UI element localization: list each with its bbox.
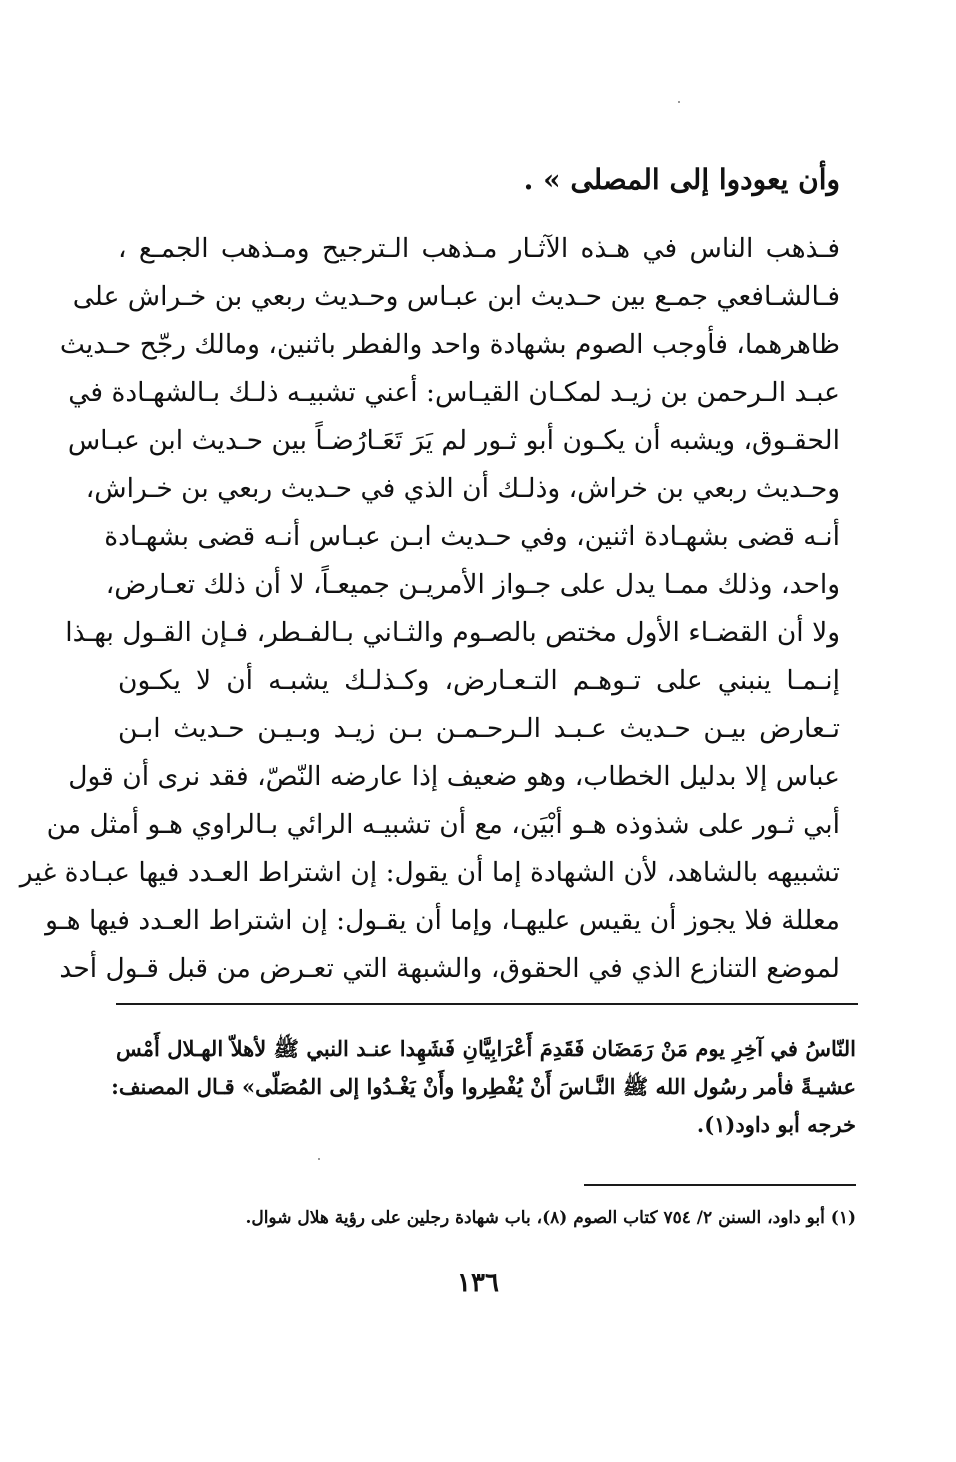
quote-line: خرجه أبو داود(١). xyxy=(696,1112,856,1137)
text-line: فـذهب الناس في هـذه الآثـار مـذهب الـترجيح ومـذهب الجمـع ، xyxy=(118,233,840,264)
text-line: تشبيهه بالشاهد، لأن الشهادة إما أن يقول: إن اشتراط العـدد فيها عبـادة غير xyxy=(19,857,840,888)
text-line: تـعارض بيـن حـديث عـبـد الـرحـمـن بـن زيـد وبـيـن حـديث ابـن xyxy=(118,713,840,744)
footnote-divider xyxy=(584,1184,856,1186)
text-line: الحقـوق، ويشبه أن يكـون أبو ثـور لم يَرَ تَعَـارُضـاً بين حـديث ابن عبـاس xyxy=(67,425,840,456)
text-line: أبي ثـور على شذوذه هـو أبْيَن، مع أن تشبيـه الرائي بـالراوي هـو أمثل من xyxy=(46,809,840,840)
text-line: لموضع التنازع الذي في الحقوق، والشبهة التي تعـرض من قبل قـول أحد xyxy=(59,953,840,984)
scan-speck xyxy=(678,101,680,103)
text-line: إنـمـا ينبني على تـوهـم التـعـارض، وكـذلـك يشبـه أن لا يكـون xyxy=(118,665,840,696)
scan-speck xyxy=(318,1158,320,1160)
main-text xyxy=(19,225,840,993)
text-line: ولا أن القضـاء الأول مختص بالصـوم والثـاني بـالفـطر، فـإن القـول بهـذا xyxy=(65,617,840,648)
text-line: عبـد الـرحمن بن زيـد لمكـان القيـاس: أعني تشبيـه ذلـك بـالشهـادة في xyxy=(68,377,840,408)
text-line: فـالشـافعي جمـع بين حـديث ابن عبـاس وحـديث ربعي بن خـراش على xyxy=(72,281,840,312)
quote-line: عشيـةً فأمر رسُول الله ﷺ النَّـاسَ أَنْ يُفْطِروا وأَنْ يَغْـدُوا إلى المُصَلّى» قـال المصنف: xyxy=(111,1074,856,1099)
continuation-line: وأن يعودوا إلى المصلى » . xyxy=(523,163,840,196)
text-line: أنـه قضى بشهـادة اثنين، وفي حـديث ابـن عبـاس أنـه قضى بشهـادة xyxy=(104,521,840,552)
footnote: (١) أبو داود، السنن ٢/ ٧٥٤ كتاب الصوم (٨)، باب شهادة رجلين على رؤية هلال شوال. xyxy=(245,1208,856,1228)
page-number: ١٣٦ xyxy=(457,1268,499,1298)
text-line: عباس إلا بدليل الخطاب، وهو ضعيف إذا عارضه النّصّ، فقد نرى أن قول xyxy=(68,761,840,792)
text-line: واحد، وذلك ممـا يدل على جـواز الأمريـن جميعـاً، لا أن ذلك تعـارض، xyxy=(105,569,840,600)
text-line: وحـديث ربعي بن خراش، وذلـك أن الذي في حـديث ربعي بن خـراش، xyxy=(85,473,840,504)
text-line: معللة فلا يجوز أن يقيس عليهـا، وإما أن يقـول: إن اشتراط العـدد فيها هـو xyxy=(45,905,840,936)
text-line: ظاهرهما، فأوجب الصوم بشهادة واحد والفطر باثنين، ومالك رجّح حـديث xyxy=(59,329,840,360)
hadith-quote xyxy=(111,1030,856,1144)
quote-line: النّاسُ في آخِرِ يوم مَنْ رَمَضَان فَقَدِمَ أَعْرَابِيَّانِ فَشَهِدا عنـد النبي ﷺ لأهلاّ الهـلال أَمْس xyxy=(116,1036,856,1061)
section-divider xyxy=(116,1003,858,1005)
